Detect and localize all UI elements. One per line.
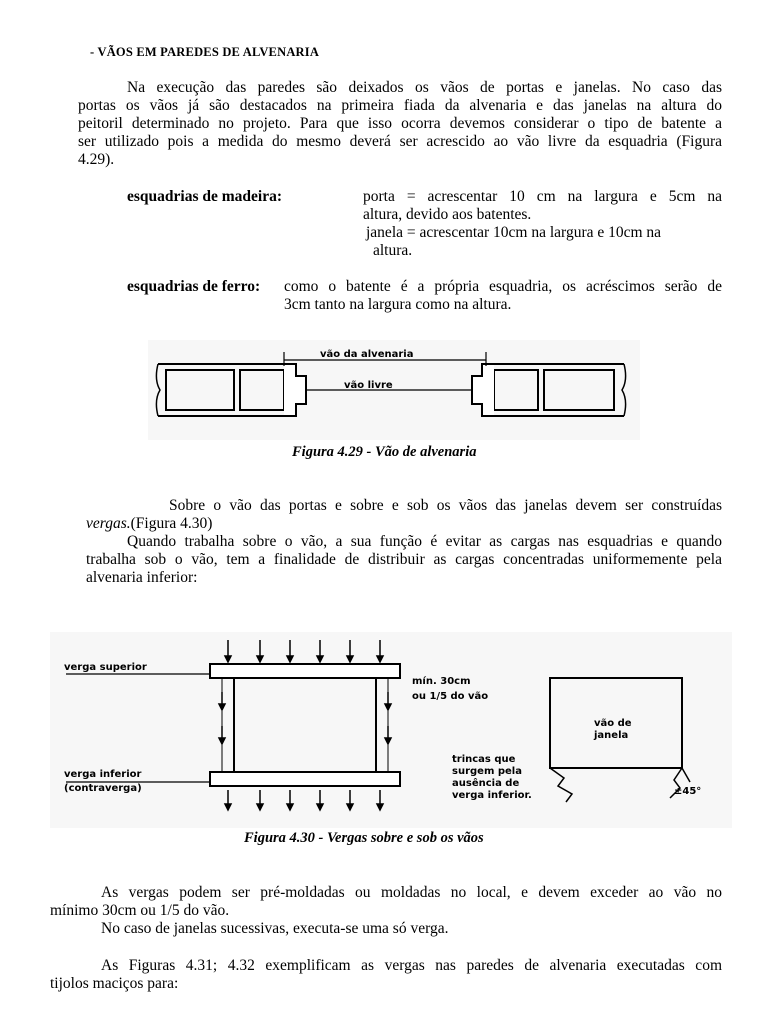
label-janela: janela	[594, 730, 629, 741]
label-verga-inferior: verga inferior	[64, 769, 142, 780]
label-trincas-4: verga inferior.	[452, 790, 532, 801]
label-verga-superior: verga superior	[64, 662, 147, 673]
vergas-p1-line-1: Sobre o vão das portas e sobre e sob os vãos das janelas devem ser construídas	[169, 497, 722, 514]
intro-line-1: Na execução das paredes são deixados os vãos de portas e janelas. No caso das	[127, 79, 722, 96]
closing-p1-line-1: As vergas podem ser pré-moldadas ou moldadas no local, e devem exceder ao vão no	[101, 884, 722, 901]
section-heading: - VÃOS EM PAREDES DE ALVENARIA	[90, 45, 320, 59]
madeira-porta-line-2: altura, devido aos batentes.	[363, 206, 532, 223]
closing-p3-line-1: As Figuras 4.31; 4.32 exemplificam as vergas nas paredes de alvenaria executadas com	[101, 957, 722, 974]
label-trincas-3: ausência de	[452, 778, 520, 789]
vergas-p2-line-1: Quando trabalha sobre o vão, a sua função é evitar as cargas nas esquadrias e quando	[127, 533, 722, 550]
intro-line-2: portas os vãos já são destacados na primeira fiada da alvenaria e das janelas na altura do	[78, 97, 722, 114]
label-vao-livre: vão livre	[344, 380, 393, 391]
figure-4-30-caption: Figura 4.30 - Vergas sobre e sob os vãos	[244, 830, 484, 846]
label-angle: ±45°	[674, 786, 702, 797]
label-contraverga: (contraverga)	[64, 783, 142, 794]
label-trincas-1: trincas que	[452, 754, 516, 765]
figure-4-30-drawing	[50, 632, 732, 828]
label-vao: vão de	[594, 718, 632, 729]
vergas-p1-line-2	[86, 515, 212, 533]
ferro-label: esquadrias de ferro:	[127, 278, 261, 295]
figure-4-29-drawing	[148, 340, 640, 440]
label-trincas-2: surgem pela	[452, 766, 522, 777]
closing-p2: No caso de janelas sucessivas, executa-se uma só verga.	[101, 920, 449, 937]
madeira-porta-line-1: porta = acrescentar 10 cm na largura e 5cm na	[363, 188, 722, 205]
label-vao-alvenaria: vão da alvenaria	[320, 349, 414, 360]
label-min-30cm: mín. 30cm	[412, 676, 471, 687]
vergas-term: vergas.	[86, 515, 131, 532]
madeira-janela-line-2: altura.	[373, 242, 413, 259]
intro-line-4: ser utilizado pois a medida do mesmo deverá ser acrescido ao vão livre da esquadria (Figura	[78, 133, 722, 150]
verga-superior-beam	[210, 664, 400, 678]
vergas-p2-line-3: alvenaria inferior:	[86, 569, 198, 586]
label-min-fraction: ou 1/5 do vão	[412, 691, 489, 702]
vergas-p2-line-2: trabalha sob o vão, tem a finalidade de distribuir as cargas concentradas uniformemente pela	[86, 551, 722, 568]
madeira-janela-line-1: janela = acrescentar 10cm na largura e 10cm na	[366, 224, 662, 241]
ferro-line-1: como o batente é a própria esquadria, os acréscimos serão de	[284, 278, 722, 295]
figure-4-29-caption: Figura 4.29 - Vão de alvenaria	[292, 444, 477, 460]
intro-line-5: 4.29).	[78, 151, 115, 168]
madeira-label: esquadrias de madeira:	[127, 188, 282, 205]
closing-p3-line-2: tijolos maciços para:	[50, 975, 179, 992]
intro-line-3: peitoril determinado no projeto. Para que isso ocorra devemos considerar o tipo de batente a	[78, 115, 722, 132]
verga-inferior-beam	[210, 772, 400, 786]
closing-p1-line-2: mínimo 30cm ou 1/5 do vão.	[50, 902, 230, 919]
vergas-figure-ref: (Figura 4.30)	[130, 515, 213, 532]
ferro-line-2: 3cm tanto na largura como na altura.	[284, 296, 512, 313]
